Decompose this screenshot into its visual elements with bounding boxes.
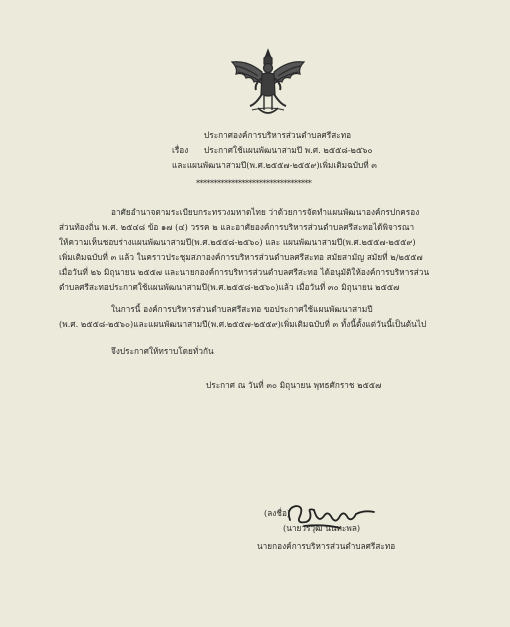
sign-label: (ลงชื่อ) — [264, 508, 291, 518]
garuda-emblem-icon — [228, 48, 308, 120]
body-line-1: อาศัยอำนาจตามระเบียบกระทรวงมหาดไทย ว่าด้วยการจัดทำแผนพัฒนาองค์กรปกครอง — [111, 207, 420, 217]
header-divider: ********************************* — [196, 178, 312, 188]
subject-text: ประกาศใช้แผนพัฒนาสามปี พ.ศ. ๒๕๕๘-๒๕๖๐ — [204, 145, 373, 155]
closing-text: จึงประกาศให้ทราบโดยทั่วกัน — [111, 346, 214, 356]
body-line-3: ให้ความเห็นชอบร่างแผนพัฒนาสามปี(พ.ศ.๒๕๕๘-๒๕๖๐) และ แผนพัฒนาสามปี(พ.ศ.๒๕๕๗-๒๕๕๙) — [59, 237, 416, 247]
body-line-4: เพิ่มเติมฉบับที่ ๓ แล้ว ในคราวประชุมสภาองค์การบริหารส่วนตำบลศรีสะทอ สมัยสามัญ สมัยที่ ๒/๒๕๕๗ — [59, 252, 423, 262]
announcement-title: ประกาศองค์การบริหารส่วนตำบลศรีสะทอ — [204, 130, 352, 140]
signatory-name: (นายวรวุฒิ นนทะพล) — [283, 523, 361, 533]
body2-line-1: ในการนี้ องค์การบริหารส่วนตำบลศรีสะทอ ขอประกาศใช้แผนพัฒนาสามปี — [111, 304, 373, 314]
body-line-6: ตำบลศรีสะทอประกาศใช้แผนพัฒนาสามปี(พ.ศ.๒๕๕๘-๒๕๖๐)แล้ว เมื่อวันที่ ๓๐ มิถุนายน ๒๕๕๗ — [59, 282, 400, 292]
subject-text-continued: และแผนพัฒนาสามปี(พ.ศ.๒๕๕๗-๒๕๕๙)เพิ่มเติมฉบับที่ ๓ — [172, 160, 377, 170]
body2-line-2: (พ.ศ. ๒๕๕๘-๒๕๖๐)และแผนพัฒนาสามปี(พ.ศ.๒๕๕๗-๒๕๕๙)เพิ่มเติมฉบับที่ ๓ ทั้งนี้ตั้งแต่วันนี้เป็นต้นไป — [59, 319, 427, 329]
body-line-5: เมื่อวันที่ ๒๖ มิถุนายน ๒๕๕๗ และนายกองค์การบริหารส่วนตำบลศรีสะทอ ได้อนุมัติให้องค์การบริหารส่วน — [59, 267, 430, 277]
signatory-title: นายกองค์การบริหารส่วนตำบลศรีสะทอ — [257, 541, 396, 551]
subject-label: เรื่อง — [172, 145, 189, 155]
body-line-2: ส่วนท้องถิ่น พ.ศ. ๒๕๔๘ ข้อ ๑๗ (๔) วรรค ๒ และอาศัยองค์การบริหารส่วนตำบลศรีสะทอได้พิจารณา — [59, 222, 415, 232]
date-line: ประกาศ ณ วันที่ ๓๐ มิถุนายน พุทธศักราช ๒๕๕๗ — [206, 380, 382, 390]
